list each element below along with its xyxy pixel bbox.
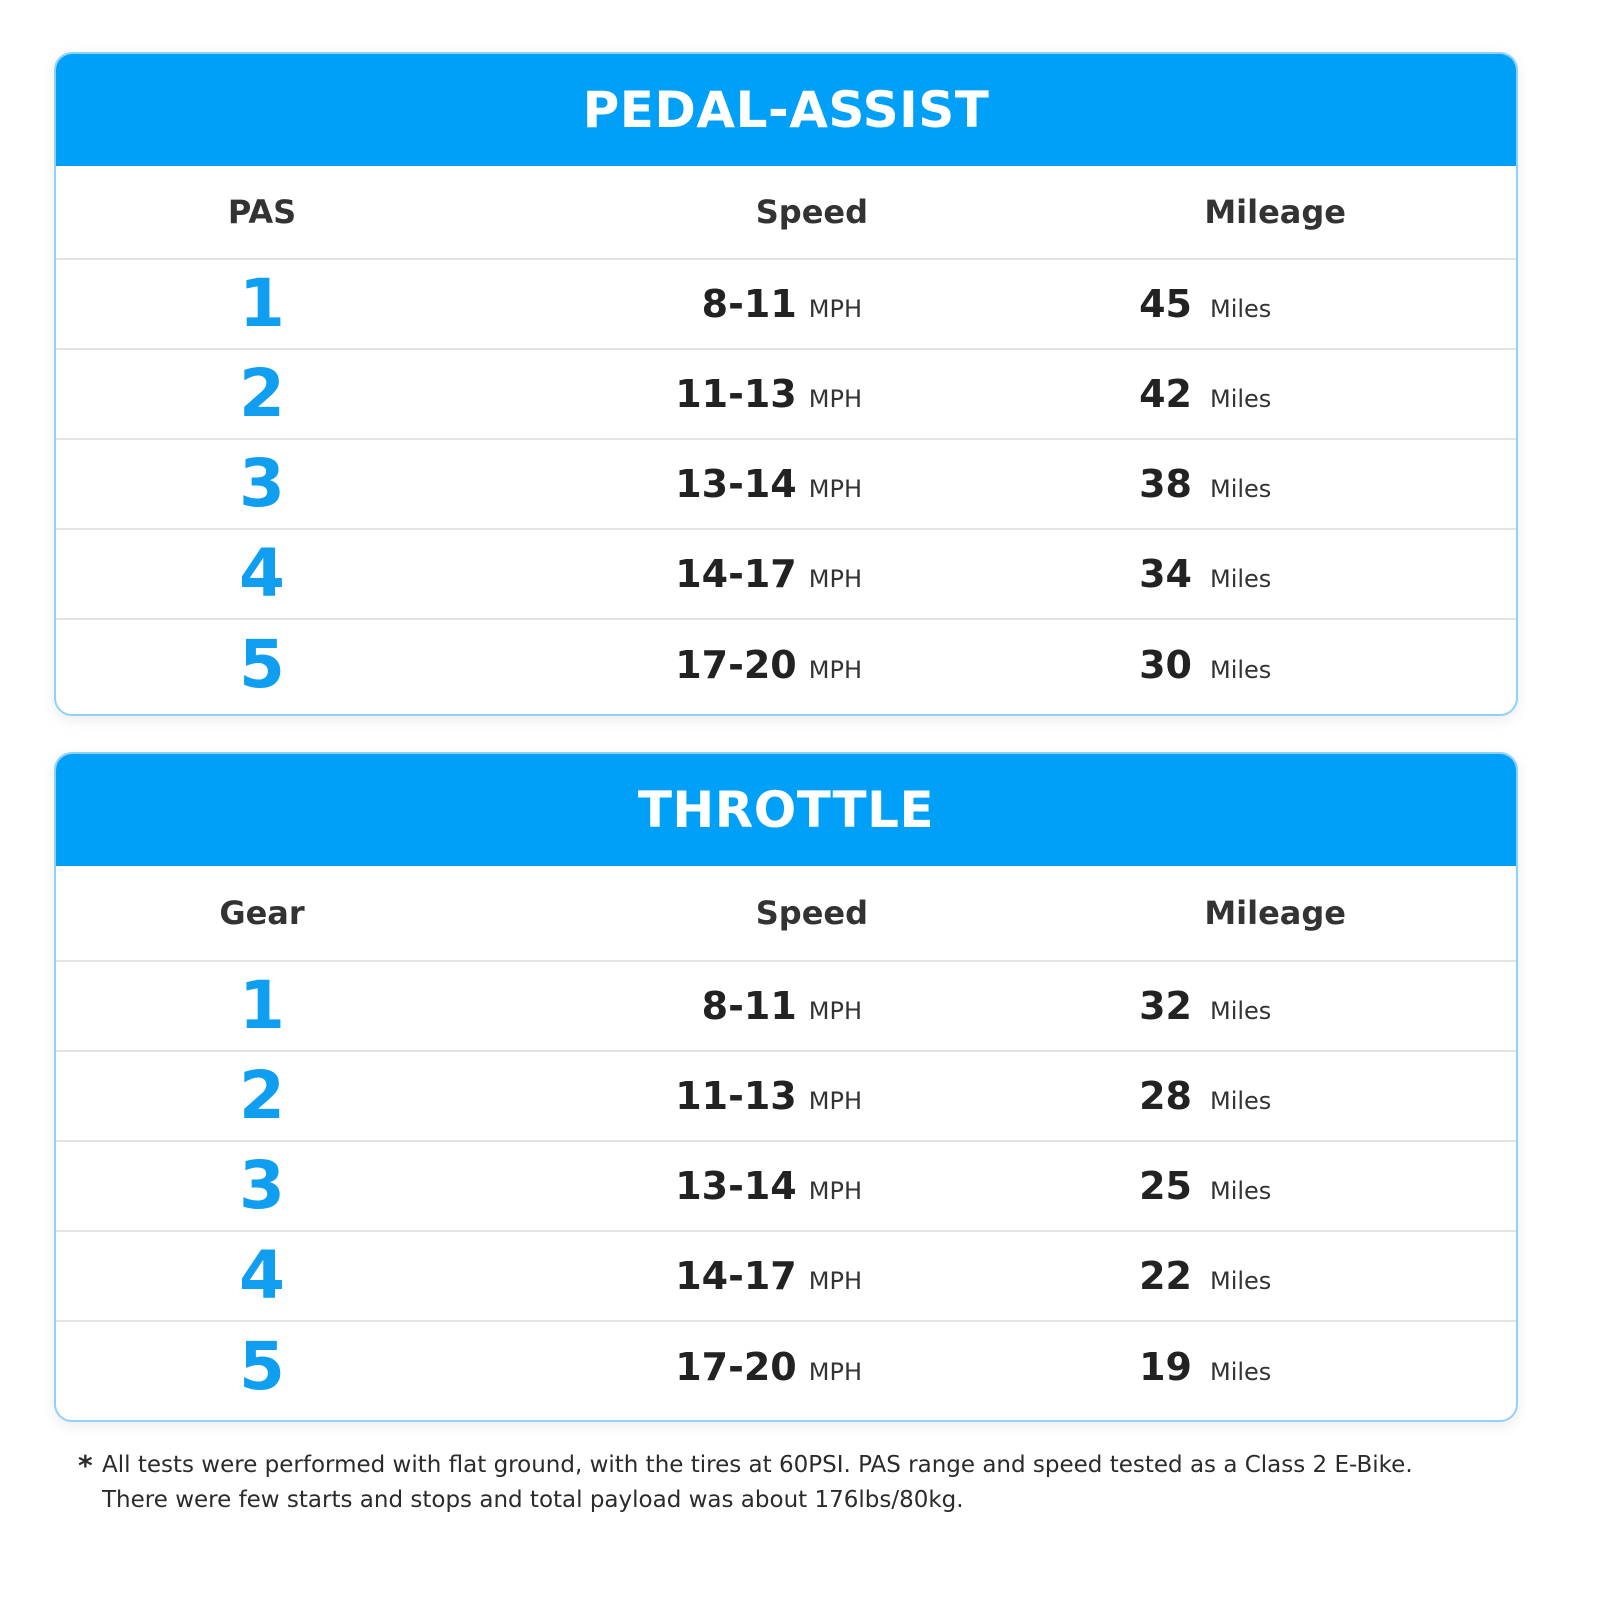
table-row <box>56 260 1516 350</box>
level-cell <box>56 355 468 432</box>
footnote-line: There were few starts and stops and total payload was about 176lbs/80kg. <box>102 1487 964 1513</box>
mileage-cell <box>988 643 1516 687</box>
mileage-value: 42 <box>1139 372 1192 416</box>
speed-unit: MPH <box>808 385 862 413</box>
table-row <box>56 1052 1516 1142</box>
mileage-value: 32 <box>1139 984 1192 1028</box>
mileage-value: 38 <box>1139 462 1192 506</box>
speed-cell <box>468 372 988 416</box>
mileage-value: 25 <box>1139 1164 1192 1208</box>
table-row <box>56 962 1516 1052</box>
mileage-value: 19 <box>1139 1345 1192 1389</box>
table-title: THROTTLE <box>56 754 1516 866</box>
speed-cell <box>468 1074 988 1118</box>
level-number: 3 <box>239 445 285 522</box>
throttle-table <box>54 752 1518 1422</box>
table-row <box>56 530 1516 620</box>
level-number: 5 <box>239 1328 285 1405</box>
level-number: 3 <box>239 1147 285 1224</box>
speed-cell <box>468 643 988 687</box>
column-header-mileage: Mileage <box>1204 894 1346 932</box>
mileage-unit: Miles <box>1210 295 1272 323</box>
level-number: 1 <box>239 265 285 342</box>
table-row <box>56 1322 1516 1412</box>
level-number: 5 <box>239 626 285 703</box>
level-number: 2 <box>239 1057 285 1134</box>
column-header-row <box>56 866 1516 962</box>
speed-unit: MPH <box>808 656 862 684</box>
level-number: 1 <box>239 967 285 1044</box>
column-header-speed: Speed <box>755 193 868 231</box>
table-row <box>56 350 1516 440</box>
speed-value: 8-11 <box>701 282 797 326</box>
column-header-row <box>56 166 1516 260</box>
table-body <box>56 260 1516 710</box>
column-header-level: PAS <box>227 193 297 231</box>
mileage-unit: Miles <box>1210 1358 1272 1386</box>
speed-unit: MPH <box>808 475 862 503</box>
mileage-cell <box>988 372 1516 416</box>
speed-value: 17-20 <box>675 643 797 687</box>
level-cell <box>56 1328 468 1405</box>
speed-unit: MPH <box>808 1358 862 1386</box>
mileage-value: 45 <box>1139 282 1192 326</box>
speed-value: 14-17 <box>675 552 797 596</box>
mileage-cell <box>988 1074 1516 1118</box>
speed-value: 11-13 <box>675 1074 797 1118</box>
speed-value: 11-13 <box>675 372 797 416</box>
level-cell <box>56 1237 468 1314</box>
level-number: 4 <box>239 535 285 612</box>
column-header-speed: Speed <box>755 894 868 932</box>
level-number: 2 <box>239 355 285 432</box>
column-header-mileage: Mileage <box>1204 193 1346 231</box>
speed-value: 14-17 <box>675 1254 797 1298</box>
mileage-cell <box>988 984 1516 1028</box>
mileage-value: 30 <box>1139 643 1192 687</box>
speed-unit: MPH <box>808 1267 862 1295</box>
level-cell <box>56 1147 468 1224</box>
mileage-unit: Miles <box>1210 475 1272 503</box>
table-row <box>56 1142 1516 1232</box>
table-row <box>56 620 1516 710</box>
mileage-unit: Miles <box>1210 385 1272 413</box>
table-row <box>56 440 1516 530</box>
mileage-unit: Miles <box>1210 1087 1272 1115</box>
mileage-cell <box>988 552 1516 596</box>
level-cell <box>56 265 468 342</box>
speed-cell <box>468 1254 988 1298</box>
mileage-unit: Miles <box>1210 997 1272 1025</box>
footnote <box>78 1448 1518 1518</box>
mileage-unit: Miles <box>1210 1177 1272 1205</box>
asterisk-icon: * <box>78 1449 93 1482</box>
mileage-unit: Miles <box>1210 1267 1272 1295</box>
speed-unit: MPH <box>808 1177 862 1205</box>
footnote-text <box>102 1448 1518 1518</box>
speed-unit: MPH <box>808 997 862 1025</box>
table-row <box>56 1232 1516 1322</box>
mileage-cell <box>988 1345 1516 1389</box>
level-cell <box>56 1057 468 1134</box>
mileage-cell <box>988 282 1516 326</box>
level-cell <box>56 445 468 522</box>
mileage-cell <box>988 462 1516 506</box>
speed-cell <box>468 1345 988 1389</box>
level-cell <box>56 535 468 612</box>
level-cell <box>56 626 468 703</box>
mileage-cell <box>988 1254 1516 1298</box>
level-number: 4 <box>239 1237 285 1314</box>
mileage-unit: Miles <box>1210 656 1272 684</box>
speed-cell <box>468 984 988 1028</box>
mileage-value: 22 <box>1139 1254 1192 1298</box>
speed-value: 17-20 <box>675 1345 797 1389</box>
speed-value: 13-14 <box>675 462 797 506</box>
speed-unit: MPH <box>808 1087 862 1115</box>
mileage-cell <box>988 1164 1516 1208</box>
speed-value: 13-14 <box>675 1164 797 1208</box>
speed-cell <box>468 1164 988 1208</box>
table-title: PEDAL-ASSIST <box>56 54 1516 166</box>
mileage-value: 34 <box>1139 552 1192 596</box>
speed-cell <box>468 282 988 326</box>
table-body <box>56 962 1516 1412</box>
mileage-value: 28 <box>1139 1074 1192 1118</box>
speed-cell <box>468 552 988 596</box>
speed-unit: MPH <box>808 295 862 323</box>
mileage-unit: Miles <box>1210 565 1272 593</box>
level-cell <box>56 967 468 1044</box>
footnote-line: All tests were performed with flat ground, with the tires at 60PSI. PAS range and speed tested as a Class 2 E-Bike. <box>102 1452 1413 1478</box>
speed-cell <box>468 462 988 506</box>
speed-value: 8-11 <box>701 984 797 1028</box>
speed-unit: MPH <box>808 565 862 593</box>
pedal-assist-table <box>54 52 1518 716</box>
column-header-level: Gear <box>219 894 305 932</box>
